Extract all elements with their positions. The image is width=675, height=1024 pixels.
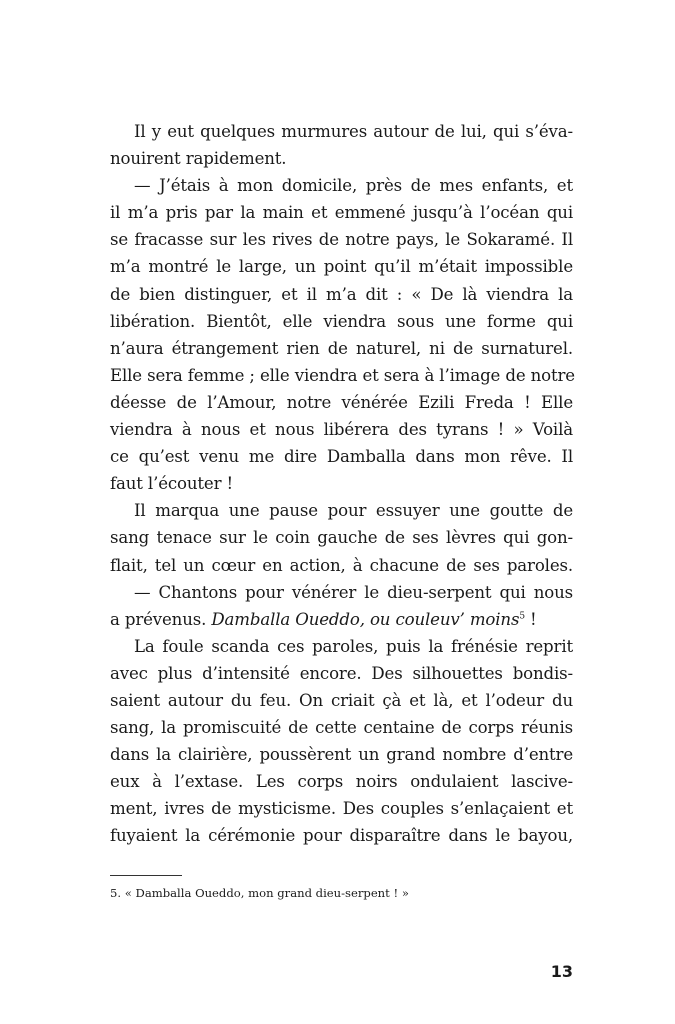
text-line: — Chantons pour vénérer le dieu-serpent qui nous [134, 582, 573, 602]
body-text [110, 118, 573, 850]
text-line: — J’étais à mon domicile, près de mes enfants, et [134, 176, 573, 196]
text-line: eux à l’extase. Les corps noirs ondulaient lascive- [110, 772, 573, 792]
text-fragment: a prévenus. [110, 609, 212, 629]
text-line: fuyaient la cérémonie pour disparaître dans le bayou, [110, 826, 573, 846]
text-line: Il marqua une pause pour essuyer une goutte de [134, 501, 573, 521]
text-line: Il y eut quelques murmures autour de lui, qui s’éva- [134, 122, 573, 141]
text-line: n’aura étrangement rien de naturel, ni de surnaturel. [110, 338, 573, 358]
text-fragment: ! [524, 609, 537, 629]
page-number: 13 [550, 962, 573, 981]
text-line: nouirent rapidement. [110, 149, 287, 169]
text-line: ce qu’est venu me dire Damballa dans mon rêve. Il [110, 447, 573, 467]
italic-song-title: Damballa Oueddo, ou couleuv’ moins [211, 609, 520, 629]
text-line: ment, ivres de mysticisme. Des couples s’enlaçaient et [110, 799, 573, 819]
text-line: se fracasse sur les rives de notre pays, le Sokaramé. Il [110, 230, 573, 250]
text-line: de bien distinguer, et il m’a dit : « De là viendra la [110, 284, 573, 304]
text-line-with-footnote-ref [110, 606, 573, 633]
text-line: m’a montré le large, un point qu’il m’était impossible [110, 257, 573, 277]
text-line: libération. Bientôt, elle viendra sous une forme qui [110, 311, 573, 331]
text-line: Elle sera femme ; elle viendra et sera à l’image de notre [110, 365, 575, 385]
text-line: sang tenace sur le coin gauche de ses lèvres qui gon- [110, 528, 573, 548]
text-line: viendra à nous et nous libérera des tyrans ! » Voilà [110, 420, 573, 440]
text-line: La foule scanda ces paroles, puis la frénésie reprit [134, 636, 573, 656]
text-line: flait, tel un cœur en action, à chacune de ses paroles. [110, 555, 573, 575]
footnote-reference: 5 [519, 611, 525, 622]
text-line: avec plus d’intensité encore. Des silhouettes bondis- [110, 663, 573, 683]
text-line: il m’a pris par la main et emmené jusqu’à l’océan qui [110, 203, 573, 223]
footnote: 5. « Damballa Oueddo, mon grand dieu-serpent ! » [110, 886, 409, 900]
text-line: sang, la promiscuité de cette centaine de corps réunis [110, 718, 573, 738]
text-line: faut l’écouter ! [110, 474, 234, 494]
text-line: saient autour du feu. On criait çà et là, et l’odeur du [110, 690, 573, 710]
text-line: dans la clairière, poussèrent un grand nombre d’entre [110, 745, 573, 765]
text-line: déesse de l’Amour, notre vénérée Ezili Freda ! Elle [110, 392, 573, 412]
footnote-divider [110, 875, 182, 876]
